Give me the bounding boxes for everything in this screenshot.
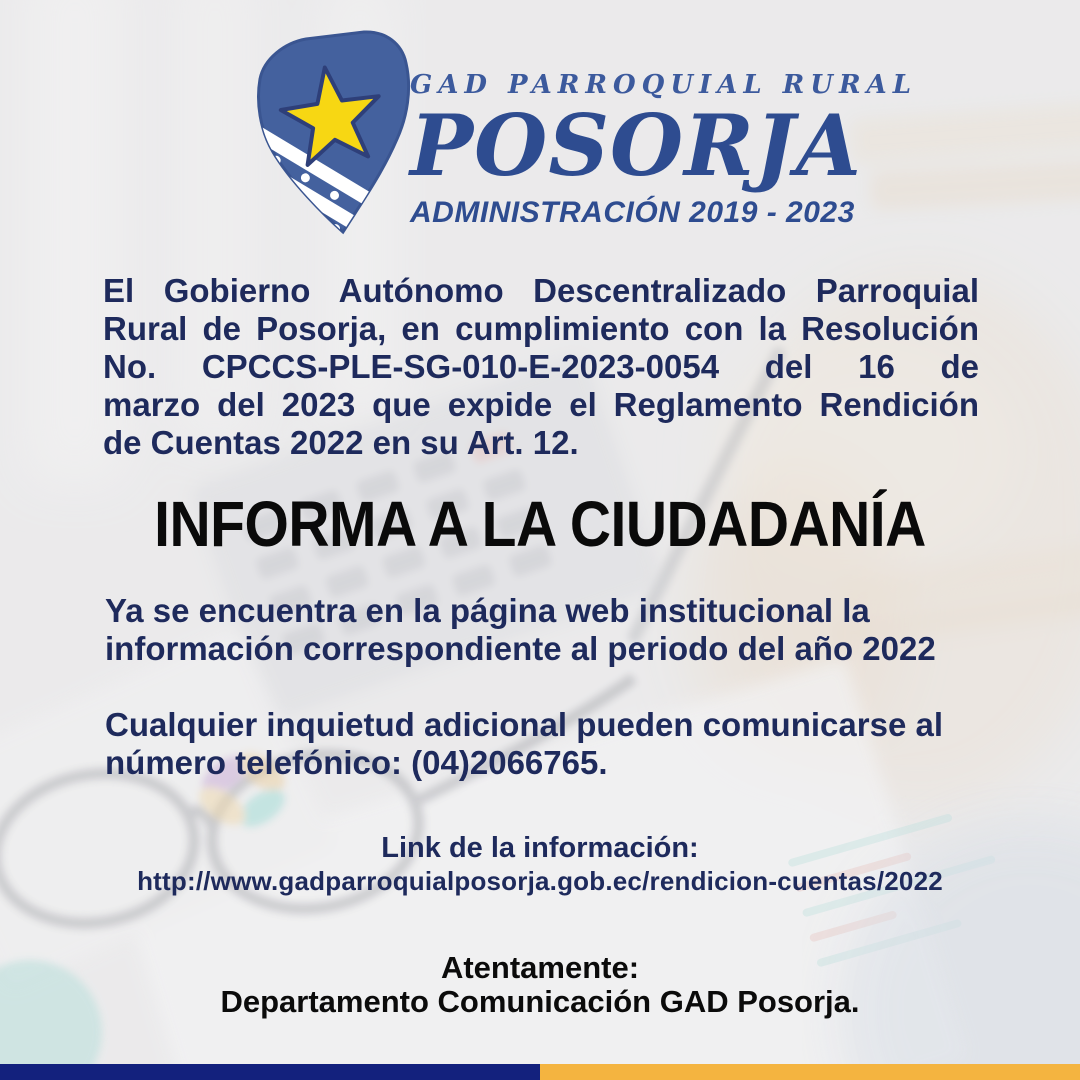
intro-line: marzo del 2023 que expide el Reglamento Rendición	[103, 386, 979, 423]
paragraph-line: Ya se encuentra en la página web institucional la	[105, 592, 870, 629]
paragraph-line: información correspondiente al periodo del año 2022	[105, 630, 936, 667]
intro-line: No. CPCCS-PLE-SG-010-E-2023-0054 del 16 de	[103, 348, 979, 385]
logo-text-block	[410, 70, 918, 230]
intro-paragraph	[103, 272, 979, 462]
bottom-bar	[0, 1064, 1080, 1080]
signature-department: Departamento Comunicación GAD Posorja.	[220, 984, 860, 1019]
contact-paragraph	[105, 706, 995, 782]
logo-name: POSORJA	[410, 96, 862, 195]
web-info-paragraph	[105, 592, 995, 668]
bottom-bar-yellow	[540, 1064, 1080, 1080]
logo-administration: ADMINISTRACIÓN 2019 - 2023	[410, 195, 855, 229]
signature-block	[0, 951, 1080, 1019]
intro-line: El Gobierno Autónomo Descentralizado Parroquial	[103, 272, 979, 309]
link-label: Link de la información:	[381, 832, 699, 864]
headline: INFORMA A LA CIUDADANÍA	[154, 489, 926, 561]
signature-closing: Atentamente:	[440, 950, 640, 985]
link-url[interactable]: http://www.gadparroquialposorja.gob.ec/rendicion-cuentas/2022	[137, 866, 943, 896]
intro-line: Rural de Posorja, en cumplimiento con la Resolución	[103, 310, 979, 347]
link-block	[0, 831, 1080, 897]
logo-tagline: GAD PARROQUIAL RURAL	[410, 70, 918, 100]
intro-line: de Cuentas 2022 en su Art. 12.	[103, 424, 579, 461]
bottom-bar-navy	[0, 1064, 540, 1080]
paragraph-line: número telefónico: (04)2066765.	[105, 744, 608, 781]
posorja-shield-emblem	[246, 28, 416, 240]
paragraph-line: Cualquier inquietud adicional pueden comunicarse al	[105, 706, 943, 743]
